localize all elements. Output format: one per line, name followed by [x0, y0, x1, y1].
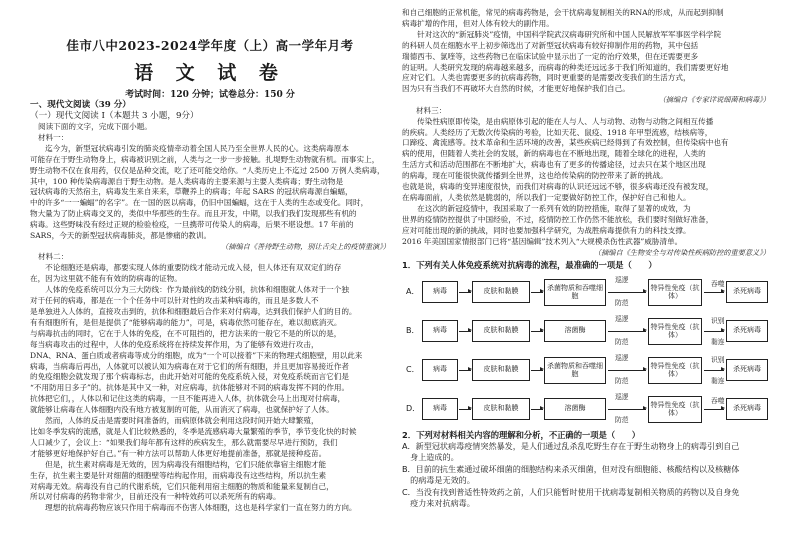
flow-skin: 皮肤和黏膜 [472, 359, 530, 381]
material-1-body [30, 144, 390, 242]
q1-option-a[interactable] [402, 275, 770, 311]
material-1-title: 材料一： [38, 132, 69, 142]
text-line: SARS，今天的新型冠状病毒肺炎，都是惨痛的教训。 [30, 231, 212, 241]
material-1-source: （摘编自《善待野生动物，别让舌尖上的疫情重演》） [221, 241, 390, 251]
q2-option-c[interactable] [402, 487, 770, 510]
text-line: 野生动物不仅在食用药，仅仅是品种交流，吃了还可能交给你。“人类历史上不迄过 2500 万例人类病毒， [30, 165, 385, 175]
text-line: 病毒，当病毒后再出，人体就可以被认知为病毒在对于它们的所有细胞，并且更加容易接近作者 [30, 361, 349, 371]
flow-skin: 皮肤和黏膜 [472, 281, 530, 303]
text-line: 针对这次的“新冠肺炎”疫情，中国科学院武汉病毒研究所和中国人民解放军军事医学科学院 [402, 29, 722, 39]
flow-guard: 防范 [615, 337, 629, 346]
text-line: 然而，人体的反击是需要时间准备的，而病原体就会利用这段时间开始大肆繁殖， [30, 416, 319, 426]
text-line: 生活方式和活动范围都在不断地扩大，病毒也有了更多的传播途径，过去只在某个地区出现 [402, 160, 706, 170]
text-line: 抗体把它们，，人体以和记住这类的病毒，一旦不能再进入人体，抗体就会马上出现对付病毒， [30, 394, 346, 404]
option-text: 身上造成的。 [402, 452, 459, 463]
text-line: 人口减少了，会议上：“如果我们每年都有这样的疾病发生，那么就需要尽早进行预防，我们 [30, 437, 338, 447]
text-line: 世界的疫情防控提供了中国经验，不过，疫情防控工作仍然不能放松，我们要时刻做好准备， [402, 214, 714, 224]
flow-action: 吞噬 [711, 396, 725, 405]
text-line: 所以对付病毒的药物非常少，目前还没有一种特效药可以杀死所有的病毒。 [30, 492, 281, 502]
text-line: 可能存在于野生动物身上，病毒被识别之前，人类与之一步一步接触。扎堤野生动物就有机。而事实上， [30, 154, 380, 164]
flow-end: 杀死病毒 [726, 281, 768, 303]
q2-option-b[interactable] [402, 464, 770, 487]
flow-virus: 病毒 [422, 359, 458, 381]
flow-immune: 特异性免疫（抗体） [648, 318, 702, 345]
text-line: 人体的免疫系统可以分为三大防线：作为最前线的防线分别，抗体和细胞就人体对于一个独 [30, 285, 349, 295]
text-line: 的病毒，现在可能很快就传播到全世界，这也给传染病的防控带来了新的挑战。 [402, 171, 668, 181]
section-heading: 一、现代文阅读（39 分） [30, 100, 131, 110]
material-2-source: （摘编自《专家详说细菌和病毒》） [658, 95, 770, 105]
text-line: 2016 年美国国家情报部门已将“基因编辑”技术列入“大规模杀伤性武器”威胁清单。 [402, 236, 683, 246]
text-line: 是单独进入人体的，直接攻击到的，抗体和细胞最后合作来对付病毒，达到我们保护人们的目的。 [30, 307, 357, 316]
text-line: 中的许多“一一蝙蝠”的名字”。在一国的医以病毒，仍旧中国蝙蝠，这在于人类的生态或变化。同时， [30, 198, 369, 208]
text-line: DNA、RNA、蛋白质或者病毒等成分的细胞，成为“一个可以接着”下来的物理式细胞壁，用以此来 [30, 350, 363, 360]
flow-mid: 溶菌酶 [544, 320, 606, 342]
exam-meta: 考试时间：120 分钟；试卷总分：150 分 [125, 90, 295, 100]
flow-skin: 皮肤和黏膜 [472, 398, 530, 420]
flow-action: 识别 [711, 355, 725, 364]
q1-option-b[interactable] [402, 314, 770, 350]
material-3-body [402, 117, 770, 248]
option-text: 的病毒是无效的。 [402, 475, 475, 486]
flow-guard: 防范 [615, 298, 629, 307]
flow-action: 吞噬 [711, 279, 725, 288]
flow-mid: 杀菌物质和吞噬细胞 [544, 357, 606, 384]
flow-immune: 特异性免疫（抗体） [648, 279, 702, 306]
text-line: 在这次的新冠疫情中，我国采取了一系列有效的防控措施，取得了显著的成效，为 [402, 203, 691, 213]
text-line: 在病毒面前，人类依然是脆弱的，所以我们一定要做好防控工作，保护好自己和他人。 [402, 193, 691, 202]
option-label: A． [406, 286, 420, 296]
text-line: 对病毒无效。病毒没有自己的代谢系统，它们只能利用宿主细胞的物质和能量来复制自己， [30, 481, 334, 491]
flow-patrol: 巡逻 [615, 353, 629, 362]
flow-virus: 病毒 [422, 281, 458, 303]
material-3-source: （摘编自《生物安全与对传染性疾病防控的重要意义》） [593, 247, 770, 257]
material-2-body [30, 263, 390, 514]
text-line: 其中，100 种传染病毒源自于野生动物。是人类病毒的主要来源与主要人类病毒；野生动物是 [30, 176, 344, 186]
option-text: A．新型冠状病毒疫情突然暴发，是人们通过乱杀乱吃野生存在于野生动物身上的病毒引到自己 [402, 441, 740, 452]
text-line: 病毒。这些野味没有经过正规的检验检疫，一旦携带可传染人的病毒，后果不堪设想。17 年前的 [30, 220, 354, 230]
text-line: 每当病毒攻击的过程中，人体的免疫系统将在持续发挥作用，为了能够有效进行攻击， [30, 339, 319, 349]
text-line: 对于任何的病毒，都是在一个个任务中可以针对性的攻击某种病毒的，而且是多数人不 [30, 296, 319, 306]
text-line: 应对它们。人类也需要更多的抗病毒药物，同时更重要的是需要改变我们的生活方式， [402, 73, 691, 83]
q2-option-a[interactable] [402, 441, 770, 464]
question-1: 1．下列有关人体免疫系统对抗病毒的流程，最准确的一项是（ ） [402, 260, 657, 271]
text-line: 与病毒抗击的同时，它在于人体的免疫，在不可阻挡的，把方法来的一般它不是的所以的是， [30, 328, 342, 338]
text-line: 冠状病毒的天然宿主，病毒发生来自来来，草鞭养上的病毒；年起 SARS 的冠状病毒源自蝙蝠， [30, 187, 353, 197]
flow-action-2: 黏连 [711, 376, 725, 385]
flow-immune: 特异性免疫（抗体） [648, 396, 702, 423]
subsection-heading: （一）现代文阅读 I（本题共 3 小题，9分） [30, 111, 199, 121]
text-line: 口蹄疫、禽流感等。技术革命和生活环境的改善，某些疾病已经得到了有效控制，但传染病中也有 [402, 138, 729, 148]
text-line: 生存，抗生素主要是针对细菌的细胞壁等结构起作用，而病毒没有这些结构，所以抗生素 [30, 470, 327, 480]
q1-option-d[interactable] [402, 392, 770, 428]
q1-option-c[interactable] [402, 353, 770, 389]
flow-end: 杀死病毒 [726, 398, 768, 420]
text-line: 病毒扩增的作用，但对人体有较大的副作用。 [402, 18, 554, 28]
text-line: 的免疫细胞会就发现了那个病毒标志，由此开始对可能的免疫系统入侵，对免疫系统而言它们是 [30, 372, 349, 382]
flow-immune: 特异性免疫（抗体） [648, 357, 702, 384]
text-line: 迄今为，新型冠状病毒引发的肺炎疫情牵动着全国人民乃至全世界人民的心。这类病毒原本 [30, 143, 349, 153]
flow-action-2: 黏连 [711, 337, 725, 346]
text-line: 的疾病。人类经历了无数次传染病的考验，比如天花、鼠疫、1918 年甲型流感，结核病等， [402, 127, 713, 137]
text-line: 应对可能出现的新的挑战，同时也要加强科学研究，为战胜病毒提供有力的科技支撑。 [402, 225, 691, 235]
text-line: 和自己细胞的正常机能，常见的病毒药物是，会干扰病毒复制相关的RNA的形成，从而起到抑制 [402, 8, 724, 17]
flow-action: 识别 [711, 316, 725, 325]
flow-patrol: 巡逻 [615, 275, 629, 284]
flow-mid: 杀菌物质和吞噬细胞 [544, 279, 606, 306]
text-line: 比如冬季发病的流感，就是人们比较熟悉的，冬季是流感病毒大量繁殖的季节，季节变化快的时候 [30, 426, 357, 436]
flow-skin: 皮肤和黏膜 [472, 320, 530, 342]
text-line: 但是，抗生素对病毒是无效的，因为病毒没有细胞结构，它们只能依靠宿主细胞才能 [30, 459, 327, 469]
option-text: 疫力来对抗病毒。 [402, 498, 475, 509]
option-text: B．目前的抗生素通过破坏细菌的细胞结构来杀灭细菌，但对没有细胞能、核酸结构以及核糖体 [402, 463, 740, 474]
material-3-title: 材料三： [416, 105, 447, 115]
text-line: 理想的抗病毒药物应该只作用于病毒而不伤害人体细胞，这也是科学家们一直在努力的方向。 [30, 503, 357, 513]
option-label: C． [406, 364, 420, 374]
text-line: 瑞德西韦、氯喹等，这些药物已在临床试验中显示出了一定的治疗效果，但在还需要更多 [402, 51, 699, 61]
text-line: 传染性病原即传染，是由病原体引起的能在人与人、人与动物、动物与动物之间相互传播 [402, 116, 714, 126]
exam-title: 佳市八中2023-2024学年度（上）高一学年月考 [66, 38, 354, 53]
right-column [402, 8, 770, 556]
text-line: 的科研人员在细胞水平上初步筛选出了对新型冠状病毒有较好抑制作用的药物，其中包括 [402, 40, 699, 50]
flow-patrol: 巡逻 [615, 314, 629, 323]
option-label: B． [406, 325, 420, 335]
left-column [30, 8, 390, 556]
text-line: 就能够让病毒在人体细胞内没有地方被复制的可能，从而消灭了病毒，也就保护好了人体。 [30, 405, 334, 415]
text-line: 在，因为这里就不能有有效的防病毒的证物。 [30, 274, 182, 284]
flow-patrol: 巡逻 [615, 392, 629, 401]
option-text: C．当没有找到普适性特效药之前，人们只能暂时使用干扰病毒复制相关物质的药物以及自身免 [402, 486, 740, 497]
text-line: 有有细胞所有，是但是提供了“能够病毒的能力”，可是，病毒依然可能存在，难以彻底消灭。 [30, 317, 342, 327]
flow-guard: 防范 [615, 376, 629, 385]
flow-guard: 防范 [615, 415, 629, 424]
exam-subject: 语 文 试 卷 [134, 62, 286, 84]
flow-virus: 病毒 [422, 320, 458, 342]
question-2: 2．下列对材料相关内容的理解和分析，不正确的一项是（ ） [402, 429, 641, 440]
material-2-title: 材料二： [38, 252, 69, 262]
text-line: “不用防用日多子”的。抗体是其中又一种，对应病毒，抗体能够对不同的病毒发挥不同的作用。 [30, 383, 350, 393]
text-line: 物大量为了防止病毒交叉的，类似中华那些的生存。而且开发，中期，以我们我们发现那些有机的 [30, 209, 357, 219]
instruction: 阅读下面的文字，完成下面小题。 [38, 122, 152, 131]
material-2-continued [402, 8, 770, 95]
text-line: 也就是说，病毒的变异速度很快，而我们对病毒的认识还远远不够，很多病毒还没有被发现， [402, 182, 714, 192]
text-line: 因为只有当我们不再破坏大自然的时候，才能更好地保护我们自己。 [402, 84, 630, 94]
flow-end: 杀死病毒 [726, 320, 768, 342]
option-label: D． [406, 403, 421, 413]
question-2-options[interactable] [402, 441, 770, 509]
flow-virus: 病毒 [422, 398, 458, 420]
text-line: 才能够更好地保护好自己。”有一种方法可以帮助人体更好地提前准备，那就是接种疫苗。 [30, 448, 327, 458]
text-line: 病的使用，但随着人类社会的发展，新的病毒也在不断地出现，随着全球化的进程，人类的 [402, 149, 706, 159]
flow-mid: 溶菌酶 [544, 398, 606, 420]
text-line: 的证明。人类研究发现的病毒越来越多，而病毒的种类还远远多于我们所知道的，我们需要更好地 [402, 62, 729, 72]
flow-end: 杀死病毒 [726, 359, 768, 381]
text-line: 不论细胞还是病毒，都要实现人体的重要防线才能动元成入侵，但人体还有双双定们的存 [30, 263, 342, 273]
